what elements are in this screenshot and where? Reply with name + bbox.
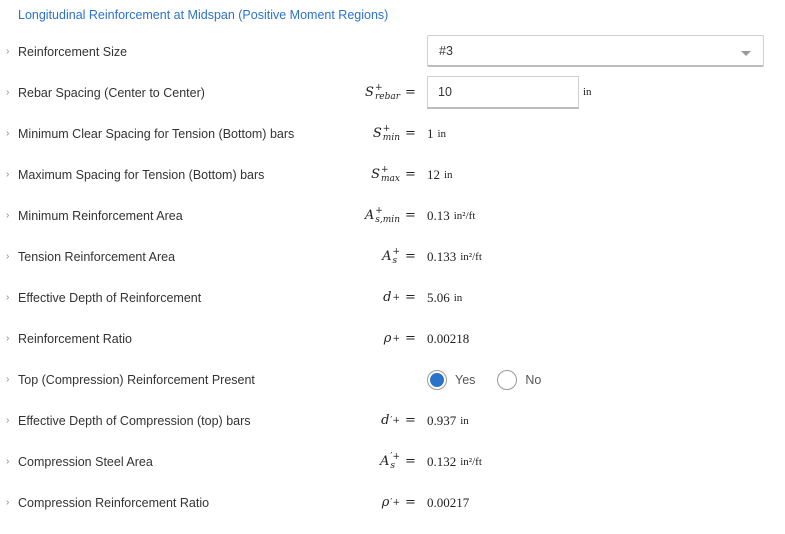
radio-unselected-icon[interactable]: [497, 370, 517, 390]
equals-sign: =: [405, 208, 416, 223]
equals-sign: =: [405, 126, 416, 141]
symbol: d +: [383, 290, 400, 305]
row-label: Top (Compression) Reinforcement Present: [18, 372, 255, 387]
row-compression-steel-area: [0, 441, 785, 482]
chevron-right-icon[interactable]: ›: [6, 251, 10, 262]
symbol: S + rebar: [365, 82, 400, 102]
equals-sign: =: [405, 249, 416, 264]
row-top-reinforcement-present: [0, 359, 785, 400]
row-label: Reinforcement Ratio: [18, 331, 132, 346]
equals-sign: =: [405, 413, 416, 428]
chevron-right-icon[interactable]: ›: [6, 169, 10, 180]
value: 0.132 in²/ft: [427, 453, 482, 469]
symbol: d ′+: [381, 413, 400, 428]
equals-sign: =: [405, 495, 416, 510]
radio-label: No: [525, 372, 542, 387]
chevron-down-icon: [741, 51, 751, 56]
row-label: Tension Reinforcement Area: [18, 249, 176, 264]
value: 0.00217: [427, 494, 470, 510]
value: 0.937 in: [427, 412, 469, 428]
row-reinforcement-ratio: [0, 318, 785, 359]
rebar-spacing-input[interactable]: [427, 76, 579, 109]
equals-sign: =: [405, 167, 416, 182]
equals-sign: =: [405, 454, 416, 469]
reinforcement-size-select[interactable]: [427, 35, 764, 67]
row-max-spacing: [0, 154, 785, 195]
symbol: S + max: [371, 164, 400, 184]
chevron-right-icon[interactable]: ›: [6, 46, 10, 57]
symbol: A + s,min: [364, 205, 400, 225]
row-label: Compression Reinforcement Ratio: [18, 495, 210, 510]
row-effective-depth: [0, 277, 785, 318]
row-label: Maximum Spacing for Tension (Bottom) bars: [18, 167, 265, 182]
chevron-right-icon[interactable]: ›: [6, 87, 10, 98]
value: 1 in: [427, 125, 447, 141]
row-label: Minimum Clear Spacing for Tension (Bottom) bars: [18, 126, 295, 141]
symbol: ρ ′+: [381, 495, 400, 510]
chevron-right-icon[interactable]: ›: [6, 497, 10, 508]
equals-sign: =: [405, 331, 416, 346]
radio-selected-icon[interactable]: [427, 370, 447, 390]
symbol: A + s: [382, 246, 400, 266]
chevron-right-icon[interactable]: ›: [6, 128, 10, 139]
row-label: Effective Depth of Compression (top) bars: [18, 413, 251, 428]
chevron-right-icon[interactable]: ›: [6, 292, 10, 303]
chevron-right-icon[interactable]: ›: [6, 333, 10, 344]
row-label: Rebar Spacing (Center to Center): [18, 85, 205, 100]
value: 12 in: [427, 166, 453, 182]
row-rebar-spacing: [0, 72, 785, 113]
compression-present-radio-group: [427, 359, 563, 400]
symbol: S + min: [372, 123, 400, 143]
value: 0.13 in²/ft: [427, 207, 476, 223]
section-title: Longitudinal Reinforcement at Midspan (Positive Moment Regions): [18, 8, 389, 22]
symbol: A ′+ s: [380, 451, 400, 471]
row-label: Compression Steel Area: [18, 454, 153, 469]
chevron-right-icon[interactable]: ›: [6, 456, 10, 467]
unit-label: in: [583, 86, 592, 98]
radio-yes[interactable]: [427, 370, 475, 390]
row-tension-reinforcement-area: [0, 236, 785, 277]
chevron-right-icon[interactable]: ›: [6, 374, 10, 385]
value: 0.00218: [427, 330, 470, 346]
chevron-right-icon[interactable]: ›: [6, 415, 10, 426]
row-min-clear-spacing: [0, 113, 785, 154]
row-label: Effective Depth of Reinforcement: [18, 290, 202, 305]
radio-no[interactable]: [497, 370, 541, 390]
row-effective-depth-compression: [0, 400, 785, 441]
value: 0.133 in²/ft: [427, 248, 482, 264]
symbol: ρ +: [383, 331, 400, 346]
value: 5.06 in: [427, 289, 463, 305]
equals-sign: =: [405, 85, 416, 100]
radio-label: Yes: [455, 372, 476, 387]
row-min-reinforcement-area: [0, 195, 785, 236]
row-compression-reinforcement-ratio: [0, 482, 785, 523]
chevron-right-icon[interactable]: ›: [6, 210, 10, 221]
equals-sign: =: [405, 290, 416, 305]
row-label: Minimum Reinforcement Area: [18, 208, 183, 223]
select-value: #3: [439, 43, 453, 58]
row-label: Reinforcement Size: [18, 44, 128, 59]
